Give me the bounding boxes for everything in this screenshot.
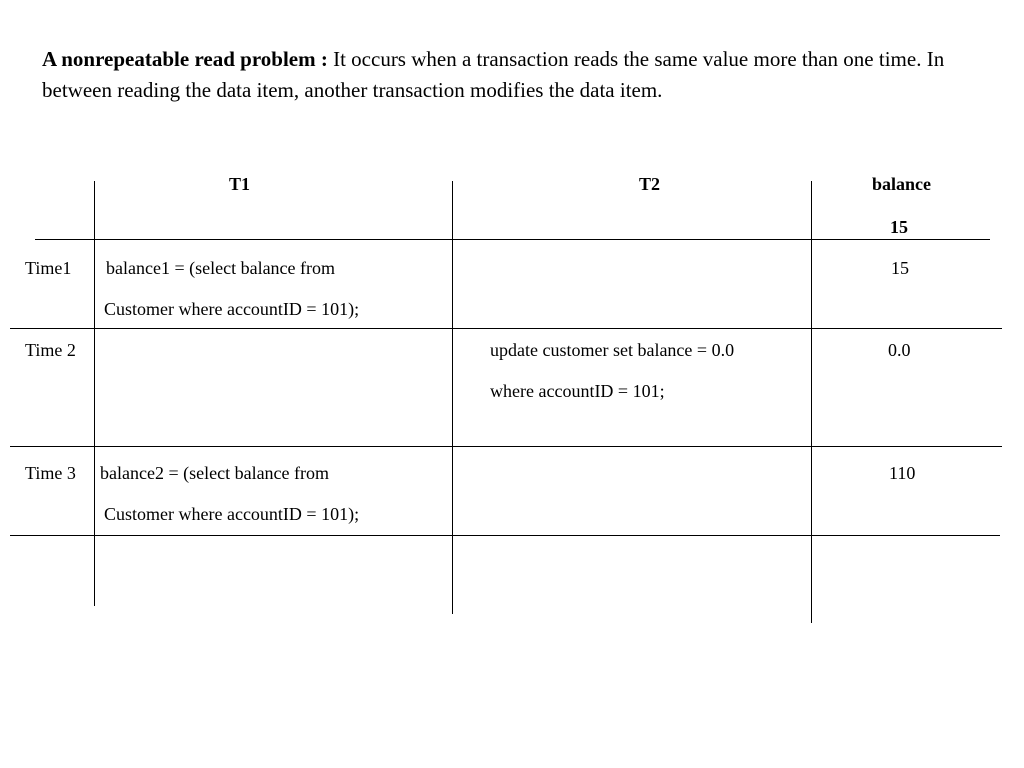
- header-t1: T1: [229, 174, 251, 194]
- divider-header: [35, 239, 990, 240]
- divider-row-1: [10, 328, 1002, 329]
- divider-left: [94, 181, 95, 606]
- row-3-t1-line-2: Customer where accountID = 101);: [104, 504, 360, 524]
- row-2-t2-line-2: where accountID = 101;: [490, 381, 665, 401]
- row-3-balance: 110: [889, 463, 916, 483]
- header-balance: balance: [872, 174, 932, 194]
- header-initial-balance: 15: [890, 217, 908, 237]
- row-1-t1-line-2: Customer where accountID = 101);: [104, 299, 360, 319]
- row-2-balance: 0.0: [888, 340, 911, 360]
- row-2-time: Time 2: [25, 340, 76, 360]
- row-2-t2-line-1: update customer set balance = 0.0: [490, 340, 735, 360]
- row-3-t1-line-1: balance2 = (select balance from: [100, 463, 330, 483]
- divider-row-2: [10, 446, 1002, 447]
- intro-paragraph: [42, 44, 1002, 106]
- divider-middle: [452, 181, 453, 614]
- header-t2: T2: [639, 174, 661, 194]
- row-1-t1-line-1: balance1 = (select balance from: [106, 258, 336, 278]
- divider-right: [811, 181, 812, 623]
- row-1-balance: 15: [891, 258, 909, 278]
- divider-row-3: [10, 535, 1000, 536]
- row-1-time: Time1: [25, 258, 72, 278]
- row-3-time: Time 3: [25, 463, 76, 483]
- intro-title: A nonrepeatable read problem :: [42, 47, 328, 71]
- intro-text: It occurs when a transaction reads the same value more than one time. In between reading the data item, another transaction modifies the data item.: [42, 47, 945, 102]
